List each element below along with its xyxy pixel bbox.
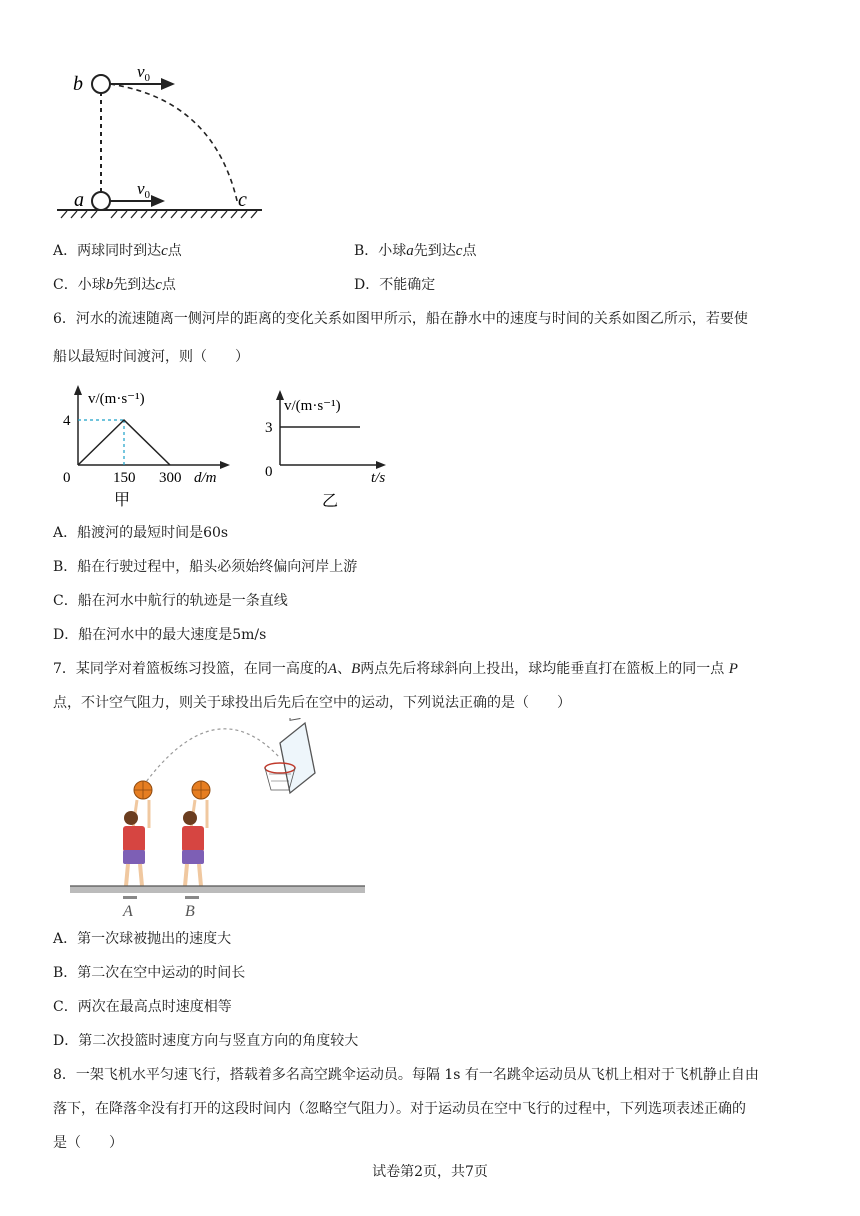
- svg-text:v0: $v_0$: [137, 62, 151, 84]
- jia-ytick-4: 4: [63, 413, 71, 429]
- label-b: b: [73, 73, 83, 95]
- chart-yi: [258, 390, 398, 515]
- q7-option-b: B．第二次在空中运动的时间长: [53, 965, 246, 981]
- yi-title: 乙: [322, 493, 339, 510]
- q6-option-a: A．船渡河的最短时间是60s: [53, 525, 229, 541]
- q6-stem-line1: 6．河水的流速随离一侧河岸的距离的变化关系如图甲所示，船在静水中的速度与时间的关系如图乙所示，若要使: [53, 311, 748, 327]
- q6-option-b: B．船在行驶过程中，船头必须始终偏向河岸上游: [53, 559, 358, 575]
- v0-top: v: [137, 62, 145, 81]
- q7-stem-line2: 点，不计空气阻力，则关于球投出后先后在空中的运动，下列说法正确的是（ ）: [53, 695, 571, 711]
- q8-stem-line3: 是（ ）: [53, 1135, 123, 1151]
- fig-label-a: A: [123, 903, 133, 920]
- projectile-figure: [55, 60, 270, 220]
- jia-xtick-300: 300: [159, 470, 182, 486]
- q6-option-c: C．船在河水中航行的轨迹是一条直线: [53, 593, 288, 609]
- q6-stem-line2: 船以最短时间渡河，则（ ）: [53, 349, 249, 365]
- q7-option-a: A．第一次球被抛出的速度大: [53, 931, 232, 947]
- q5-option-a: A．两球同时到达c点: [53, 243, 182, 259]
- label-c: c: [238, 189, 247, 211]
- player-b-icon: [182, 781, 210, 886]
- q5-option-d: D．不能确定: [354, 277, 436, 293]
- yi-xlabel: t/s: [371, 470, 386, 486]
- jia-title: 甲: [114, 492, 131, 509]
- jia-xtick-0: 0: [63, 470, 71, 486]
- q5-option-c: C．小球b先到达c点: [53, 277, 176, 293]
- q7-option-c: C．两次在最高点时速度相等: [53, 999, 232, 1015]
- yi-ylabel: v/(m·s⁻¹): [284, 398, 341, 414]
- jia-ylabel: v/(m·s⁻¹): [88, 391, 145, 407]
- basketball-figure: [65, 718, 370, 920]
- player-a-icon: [123, 781, 152, 886]
- q6-option-d: D．船在河水中的最大速度是5m/s: [53, 627, 267, 643]
- label-a: a: [74, 189, 84, 211]
- v0-bottom: v: [137, 179, 145, 198]
- yi-xtick-0: 0: [265, 464, 273, 480]
- q7-option-d: D．第二次投篮时速度方向与竖直方向的角度较大: [53, 1033, 359, 1049]
- yi-ytick-3: 3: [265, 420, 273, 436]
- q8-stem-line2: 落下，在降落伞没有打开的这段时间内（忽略空气阻力）。对于运动员在空中飞行的过程中，下列选项表述正确的: [53, 1101, 746, 1117]
- page-footer: 试卷第2页，共7页: [372, 1164, 488, 1180]
- q7-stem-line1: 7．某同学对着篮板练习投篮，在同一高度的A、B两点先后将球斜向上投出，球均能垂直打在篮板上的同一点 P: [53, 661, 738, 677]
- jia-xlabel: d/m: [194, 470, 217, 486]
- chart-jia: [58, 385, 238, 510]
- jia-xtick-150: 150: [113, 470, 136, 486]
- svg-text:v0: $v_0$: [137, 179, 151, 201]
- q8-stem-line1: 8．一架飞机水平匀速飞行，搭载着多名高空跳伞运动员。每隔 1s 有一名跳伞运动员从飞机上相对于飞机静止自由: [53, 1067, 759, 1083]
- q5-option-b: B．小球a先到达c点: [354, 243, 477, 259]
- fig-label-b: B: [185, 903, 195, 920]
